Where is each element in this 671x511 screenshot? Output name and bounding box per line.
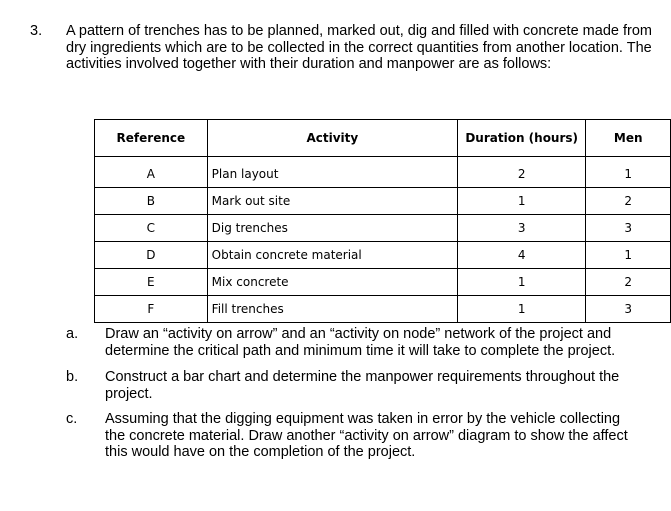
cell-reference: B (95, 188, 208, 215)
cell-activity: Obtain concrete material (207, 242, 457, 269)
cell-duration: 1 (457, 296, 585, 323)
table-row (95, 215, 671, 242)
part-text: Construct a bar chart and determine the manpower requirements throughout the project. (105, 369, 620, 402)
cell-activity: Plan layout (207, 157, 457, 188)
cell-reference: A (95, 157, 208, 188)
table-row (95, 242, 671, 269)
table-header-row (95, 120, 671, 157)
part-text: Assuming that the digging equipment was taken in error by the vehicle collecting the concrete material. Draw another “activity on arrow” diagram to show the affect this would have on the completion of the project. (105, 411, 628, 460)
table-row (95, 269, 671, 296)
cell-activity: Mix concrete (207, 269, 457, 296)
cell-duration: 3 (457, 215, 585, 242)
question-intro: A pattern of trenches has to be planned, marked out, dig and filled with concrete made from dry ingredients which are to be collected in the correct quantities from another location. The activities involved together with their duration and manpower are as follows: (66, 23, 652, 72)
header-reference: Reference (95, 120, 208, 157)
cell-reference: E (95, 269, 208, 296)
cell-men: 1 (586, 157, 671, 188)
part-text: Draw an “activity on arrow” and an “activity on node” network of the project and determine the critical path and minimum time it will take to complete the project. (105, 326, 616, 359)
cell-men: 2 (586, 188, 671, 215)
cell-men: 2 (586, 269, 671, 296)
question-number: 3. (30, 23, 43, 39)
header-duration: Duration (hours) (457, 120, 585, 157)
cell-duration: 1 (457, 188, 585, 215)
activity-table (94, 119, 671, 323)
part-label: a. (66, 326, 79, 342)
table-row (95, 296, 671, 323)
cell-activity: Dig trenches (207, 215, 457, 242)
cell-activity: Mark out site (207, 188, 457, 215)
cell-duration: 4 (457, 242, 585, 269)
cell-reference: C (95, 215, 208, 242)
part-label: b. (66, 369, 79, 385)
cell-reference: F (95, 296, 208, 323)
table-row (95, 157, 671, 188)
cell-reference: D (95, 242, 208, 269)
cell-duration: 1 (457, 269, 585, 296)
cell-men: 3 (586, 296, 671, 323)
cell-men: 1 (586, 242, 671, 269)
header-activity: Activity (207, 120, 457, 157)
table-row (95, 188, 671, 215)
header-men: Men (586, 120, 671, 157)
cell-duration: 2 (457, 157, 585, 188)
part-label: c. (66, 411, 78, 427)
cell-activity: Fill trenches (207, 296, 457, 323)
cell-men: 3 (586, 215, 671, 242)
